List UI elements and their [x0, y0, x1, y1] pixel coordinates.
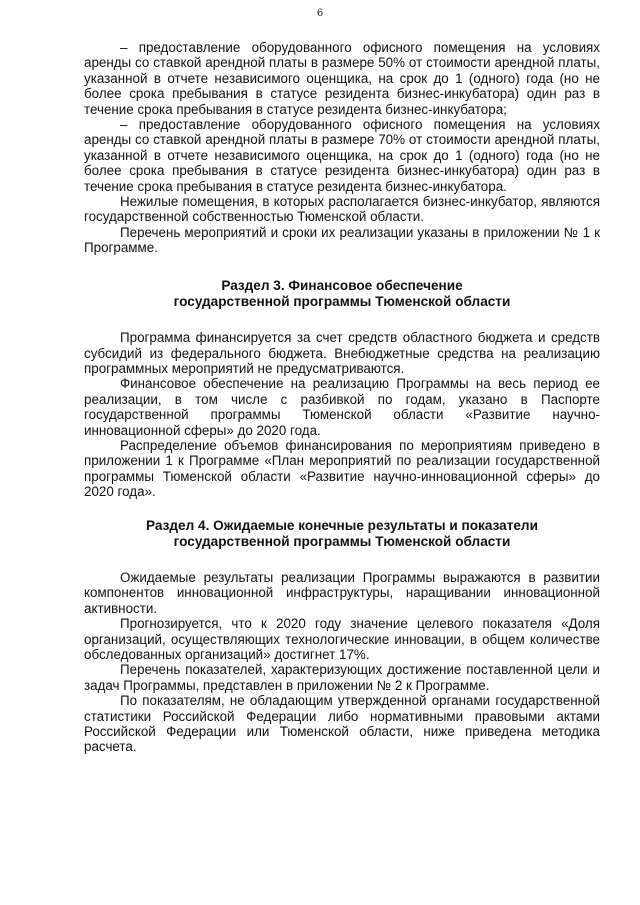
body-paragraph: Перечень мероприятий и сроки их реализации указаны в приложении № 1 к Программе.: [84, 224, 600, 256]
body-paragraph: – предоставление оборудованного офисного помещения на условиях аренды со ставкой арендной платы в размере 50% от стоимости арендной платы, указанной в отчете независимого оценщика, на срок до 1 (одного) года (но не более срока пребывания в статусе резидента бизнес-инкубатора) один раз в течение срока пребывания в статусе резидента бизнес-инкубатора;: [84, 40, 600, 117]
body-paragraph: Ожидаемые результаты реализации Программы выражаются в развитии компонентов инновационной инфраструктуры, наращивании инновационной активности.: [84, 569, 600, 616]
body-paragraph: Программа финансируется за счет средств областного бюджета и средств субсидий из федерального бюджета. Внебюджетные средства на реализацию программных мероприятий не предусматриваются.: [84, 330, 600, 376]
section-4-heading: [84, 518, 600, 550]
document-body: [84, 40, 600, 755]
body-paragraph: Распределение объемов финансирования по мероприятиям приведено в приложении 1 к Программе «План мероприятий по реализации государственной программы Тюменской области «Развитие научно-инновационной сферы» до 2020 года».: [84, 437, 600, 500]
section-heading-line: Раздел 4. Ожидаемые конечные результаты и показатели: [146, 517, 538, 533]
body-paragraph: Прогнозируется, что к 2020 году значение целевого показателя «Доля организаций, осуществляющих технологические инновации, в общем количестве обследованных организаций» достигнет 17%.: [84, 616, 600, 662]
body-paragraph: Нежилые помещения, в которых располагается бизнес-инкубатор, являются государственной собственностью Тюменской области.: [84, 194, 600, 225]
section-heading-line: государственной программы Тюменской области: [173, 293, 511, 309]
body-paragraph: По показателям, не обладающим утвержденной органами государственной статистики Российской Федерации либо нормативными правовыми актами Российской Федерации или Тюменской области, ниже приведена методика расчета.: [84, 693, 600, 755]
section-3-heading: [84, 278, 600, 310]
section-heading-line: Раздел 3. Финансовое обеспечение: [221, 277, 463, 293]
body-paragraph: Перечень показателей, характеризующих достижение поставленной цели и задач Программы, представлен в приложении № 2 к Программе.: [84, 662, 600, 693]
body-paragraph: – предоставление оборудованного офисного помещения на условиях аренды со ставкой арендной платы в размере 70% от стоимости арендной платы, указанной в отчете независимого оценщика, на срок до 1 (одного) года (но не более срока пребывания в статусе резидента бизнес-инкубатора) один раз в течение срока пребывания в статусе резидента бизнес-инкубатора.: [84, 117, 600, 194]
page-number: 6: [316, 8, 324, 19]
section-heading-line: государственной программы Тюменской области: [173, 533, 511, 549]
body-paragraph: Финансовое обеспечение на реализацию Программы на весь период ее реализации, в том числе с разбивкой по годам, указано в Паспорте государственной программы Тюменской области «Развитие научно-инновационной сферы» до 2020 года.: [84, 376, 600, 438]
